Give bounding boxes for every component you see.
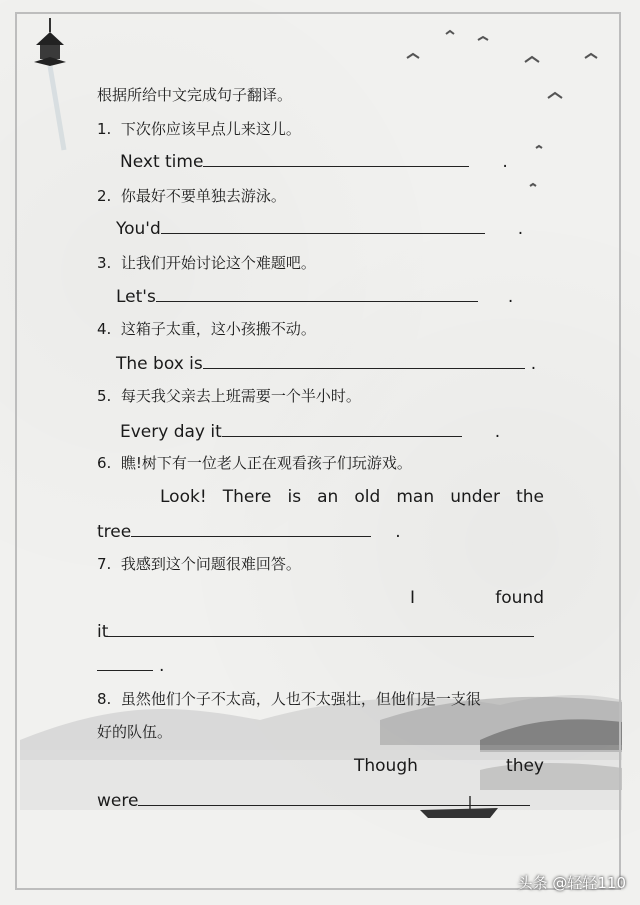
item-english-start: Let's xyxy=(116,287,156,307)
answer-blank[interactable] xyxy=(156,285,478,302)
item-english-start: The box is xyxy=(116,354,203,374)
item-3-answer xyxy=(116,285,513,308)
answer-blank[interactable] xyxy=(97,654,153,671)
word: they xyxy=(506,756,544,776)
item-8-prompt-line2: 好的队伍。 xyxy=(97,723,173,741)
item-chinese-text: 下次你应该早点儿来这儿。 xyxy=(120,120,301,138)
word: man xyxy=(396,487,435,507)
item-6-prompt xyxy=(97,452,412,474)
item-end-punctuation: . xyxy=(530,354,537,374)
item-english-continued: were xyxy=(97,791,139,811)
item-end-punctuation: . xyxy=(502,152,508,172)
item-end-punctuation: . xyxy=(517,219,524,239)
item-english-start: Every day it xyxy=(120,422,222,442)
watermark-text: 头条 @轻轻110 xyxy=(517,874,626,892)
item-chinese-text: 每天我父亲去上班需要一个半小时。 xyxy=(120,387,361,405)
item-2-prompt xyxy=(97,185,286,207)
item-7-prompt xyxy=(97,553,301,575)
item-8-prompt-line1 xyxy=(97,688,481,710)
answer-blank[interactable] xyxy=(131,520,371,537)
item-english-continued: tree xyxy=(97,522,132,542)
item-number: 7. xyxy=(97,555,112,573)
item-8-answer-line2 xyxy=(97,789,530,812)
answer-blank[interactable] xyxy=(203,352,525,369)
item-english-continued: it xyxy=(97,622,109,642)
item-6-answer-line2 xyxy=(97,520,401,543)
item-7-answer-line2 xyxy=(97,620,534,643)
word: found xyxy=(495,588,544,608)
item-number: 4. xyxy=(97,320,112,338)
item-3-prompt xyxy=(97,252,316,274)
item-chinese-text: 虽然他们个子不太高，人也不太强壮，但他们是一支很 xyxy=(120,690,481,708)
answer-blank[interactable] xyxy=(222,420,462,437)
word: old xyxy=(354,487,381,507)
word: There xyxy=(222,487,272,507)
item-1-answer xyxy=(120,150,508,173)
word: under xyxy=(450,487,500,507)
word: I xyxy=(410,588,416,608)
item-7-answer-line3 xyxy=(97,654,164,677)
item-chinese-text: 让我们开始讨论这个难题吧。 xyxy=(120,254,316,272)
item-6-answer-line1 xyxy=(160,486,544,508)
word: is xyxy=(287,487,302,507)
item-number: 8. xyxy=(97,690,112,708)
item-end-punctuation: . xyxy=(395,522,401,542)
word: the xyxy=(516,487,544,507)
answer-blank[interactable] xyxy=(203,150,469,167)
item-end-punctuation: . xyxy=(159,656,165,676)
word: an xyxy=(317,487,339,507)
item-chinese-text: 瞧!树下有一位老人正在观看孩子们玩游戏。 xyxy=(120,454,412,472)
item-5-answer xyxy=(120,420,500,443)
item-chinese-text: 这箱子太重，这小孩搬不动。 xyxy=(120,320,316,338)
item-end-punctuation: . xyxy=(494,422,501,442)
word: Look! xyxy=(160,487,207,507)
item-1-prompt xyxy=(97,118,301,140)
item-chinese-text: 我感到这个问题很难回答。 xyxy=(120,555,301,573)
answer-blank[interactable] xyxy=(138,789,530,806)
instruction-text: 根据所给中文完成句子翻译。 xyxy=(97,86,293,104)
item-number: 5. xyxy=(97,387,112,405)
item-number: 3. xyxy=(97,254,112,272)
item-chinese-text: 你最好不要单独去游泳。 xyxy=(120,187,286,205)
answer-blank[interactable] xyxy=(108,620,534,637)
item-number: 1. xyxy=(97,120,112,138)
item-4-answer xyxy=(116,352,536,375)
item-english-start: Next time xyxy=(120,152,204,172)
item-8-answer-line1 xyxy=(354,755,544,777)
item-2-answer xyxy=(116,217,523,240)
answer-blank[interactable] xyxy=(161,217,485,234)
item-number: 2. xyxy=(97,187,112,205)
item-4-prompt xyxy=(97,318,316,340)
item-end-punctuation: . xyxy=(507,287,514,307)
item-7-answer-line1 xyxy=(410,587,544,609)
word: Though xyxy=(354,756,418,776)
item-english-start: You'd xyxy=(116,219,161,239)
item-5-prompt xyxy=(97,385,361,407)
item-number: 6. xyxy=(97,454,112,472)
